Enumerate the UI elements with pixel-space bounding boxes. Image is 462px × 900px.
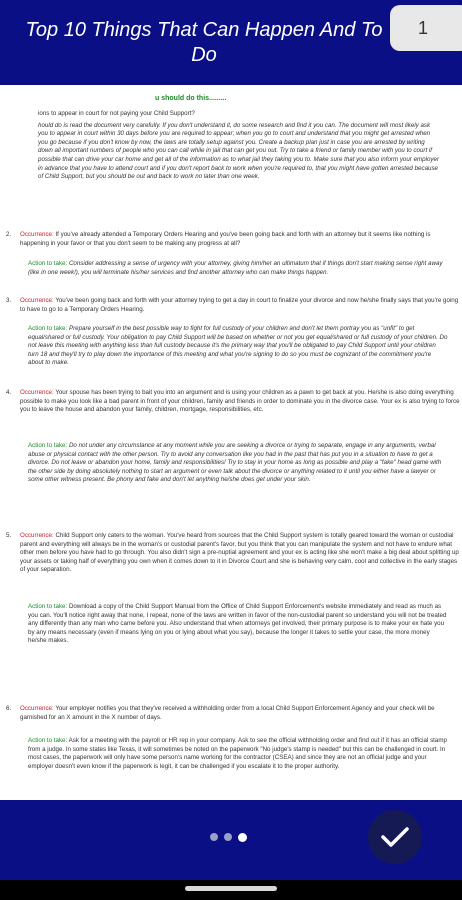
occurrence-label: Occurrence: — [20, 297, 54, 304]
occurrence-text — [20, 389, 460, 415]
item-number: 4. — [6, 389, 12, 396]
item-number: 2. — [6, 231, 12, 238]
action-label: Action to take: — [28, 603, 68, 610]
action-label: Action to take: — [28, 737, 68, 744]
page-dot[interactable] — [224, 833, 232, 841]
intro-line: ions to appear in court for not paying your Child Support? — [38, 110, 195, 117]
occurrence-label: Occurrence: — [20, 705, 54, 712]
action-text — [28, 325, 448, 368]
action-text — [28, 737, 448, 771]
occurrence-text — [20, 231, 460, 248]
item-number: 6. — [6, 705, 12, 712]
home-indicator[interactable] — [185, 886, 277, 891]
action-label: Action to take: — [28, 442, 68, 449]
intro-text — [38, 110, 440, 185]
confirm-button[interactable] — [368, 810, 422, 864]
occurrence-body: Child Support only caters to the woman. You've heard from sources that the Child Support system is totally geared toward the woman or custodial parent and everything will always be in the woman's or custodial parent's favor, but you think that you can manipulate the system and not have to endure what other men before you have had to go through. You also didn't sign a pre-nuptial agreement and your ex is acting like she won't make a big deal about splitting up your assets or taking half of everything you own when it comes down to it in Divorce Court and she is behaving very calm, cool and collective in the early stages of your separation. — [20, 532, 459, 574]
occurrence-label: Occurrence: — [20, 532, 54, 539]
occurrence-body: Your employer notifies you that they've received a withholding order from a local Child Support Enforcement Agency and your check will be garnished for an X amount in the X number of days. — [20, 705, 435, 721]
action-label: Action to take: — [28, 260, 68, 267]
occurrence-text — [20, 705, 460, 722]
action-text — [28, 442, 448, 485]
page-number-badge[interactable]: 1 — [390, 5, 462, 51]
action-text — [28, 603, 448, 646]
action-body: Do not under any circumstance at any moment while you are seeking a divorce or trying to separate, engage in any arguments, verbal abuse or physical contact with the other person. Try to avoid any conversation like you had in the past that has put you in a situation to have to get a divorce. Do not leave or abandon your home, family and responsibilities! Try to stay in your home as long as possible and play a "fake" head game with the other side by doing absolutely nothing to start an argument or even talk about the divorce or anything related to it until you either have a lawyer or some other witness present. Be phony and fake and don't let anything he/she does get under your skin. — [28, 442, 442, 484]
occurrence-text — [20, 532, 460, 575]
document-page[interactable] — [0, 85, 462, 800]
action-body: Download a copy of the Child Support Manual from the Office of Child Support Enforcement's website immediately and read as much as you can. You'll notice right away that none, I repeat, none of the laws are written in favor of the non-custodial parent so understand you will not be treated any differently than any man who came before you. Also understand that when attorneys get involved, their primary purpose is to make your ex hate you by any means necessary (even if means lying on you or lying about what you say), because the longer it takes to settle your case, the more money he/she makes. — [28, 603, 447, 645]
check-icon — [380, 825, 410, 849]
intro-paragraph: hould do is read the document very carefully. If you don't understand it, do some research and find it you can. The document will most likely ask you to appear in court within 30 days before you are required to appear; when you go to court and understand that you might get arrested when you go because if you don't know by now, the laws are totally setup against you. Create a backup plan just in case you are arrested by writing down all important numbers of people who you can call while in jail that can get you out. Try to take a friend or family member with you to court if possible that can drive your car home and get all of the information as to what jail they taking you to. Make sure that you also inform your employer in advance that you have to attend court and if you don't report back to work when you're required to, that you might have gotten arrested because of Child Support, but you should be out and back to work no later than one week. — [38, 121, 440, 181]
occurrence-body: If you've already attended a Temporary Orders Hearing and you've been going back and forth with an attorney but it seems like nothing is happening in your favor or that you don't seem to be making any progress at all? — [20, 231, 431, 247]
page-title: Top 10 Things That Can Happen And To Do — [25, 19, 383, 66]
occurrence-text — [20, 297, 460, 314]
occurrence-body: Your spouse has been trying to bait you into an argument and is using your children as a pawn to get back at you. He/she is also doing everything possible to make you look like a bad parent in front of your children, family and friends in order to dominate you in the divorce case. Your ex is also trying to force you to leave the house and abandon your family, children, mortgage, responsibilities, etc. — [20, 389, 460, 414]
app-header — [0, 0, 462, 85]
bottom-bar — [0, 800, 462, 880]
page-indicator — [210, 833, 247, 842]
item-number: 5. — [6, 532, 12, 539]
action-label: Action to take: — [28, 325, 68, 332]
page-dot-active[interactable] — [238, 833, 247, 842]
occurrence-body: You've been going back and forth with your attorney trying to get a day in court to finalize your divorce and now he/she finally says that you're going to have to go to a Temporary Orders Hearing. — [20, 297, 459, 313]
section-heading: u should do this......... — [155, 95, 227, 102]
occurrence-label: Occurrence: — [20, 231, 54, 238]
action-text — [28, 260, 448, 277]
action-body: Ask for a meeting with the payroll or HR rep in your company. Ask to see the official withholding order and find out if it has an official stamp from a judge. In some states like Texas, it will sometimes be noted on the paperwork "No judge's stamp is needed" but this can be challenged in court. In most cases, the paperwork will only have some person's name working for the contractor (CSEA) and since they are not an official judge and your employer doesn't even know if the paperwork is legit, it can be challenged if you escalate it to the proper authority. — [28, 737, 447, 770]
item-number: 3. — [6, 297, 12, 304]
action-body: Consider addressing a sense of urgency with your attorney, giving him/her an ultimatum that if things don't start making sense right away (like in one week!), you will terminate his/her services and find another attorney who can make things happen. — [28, 260, 443, 276]
system-nav-bar — [0, 880, 462, 900]
occurrence-label: Occurrence: — [20, 389, 54, 396]
action-body: Prepare yourself in the best possible way to fight for full custody of your children and don't let them portray you as "unfit" to get equal/shared or full custody. Your obligation to pay Child Support will be based on whether or not you get equal/shared or full custody of your children. Do not leave this meeting with anything less than full custody because it's the primary way that you'll be obligated to pay Child Support until your children turn 18 and they'll try to play down the importance of this meeting and what you're signing to do so you must be cognizant of the commitment you're about to make. — [28, 325, 448, 367]
page-dot[interactable] — [210, 833, 218, 841]
